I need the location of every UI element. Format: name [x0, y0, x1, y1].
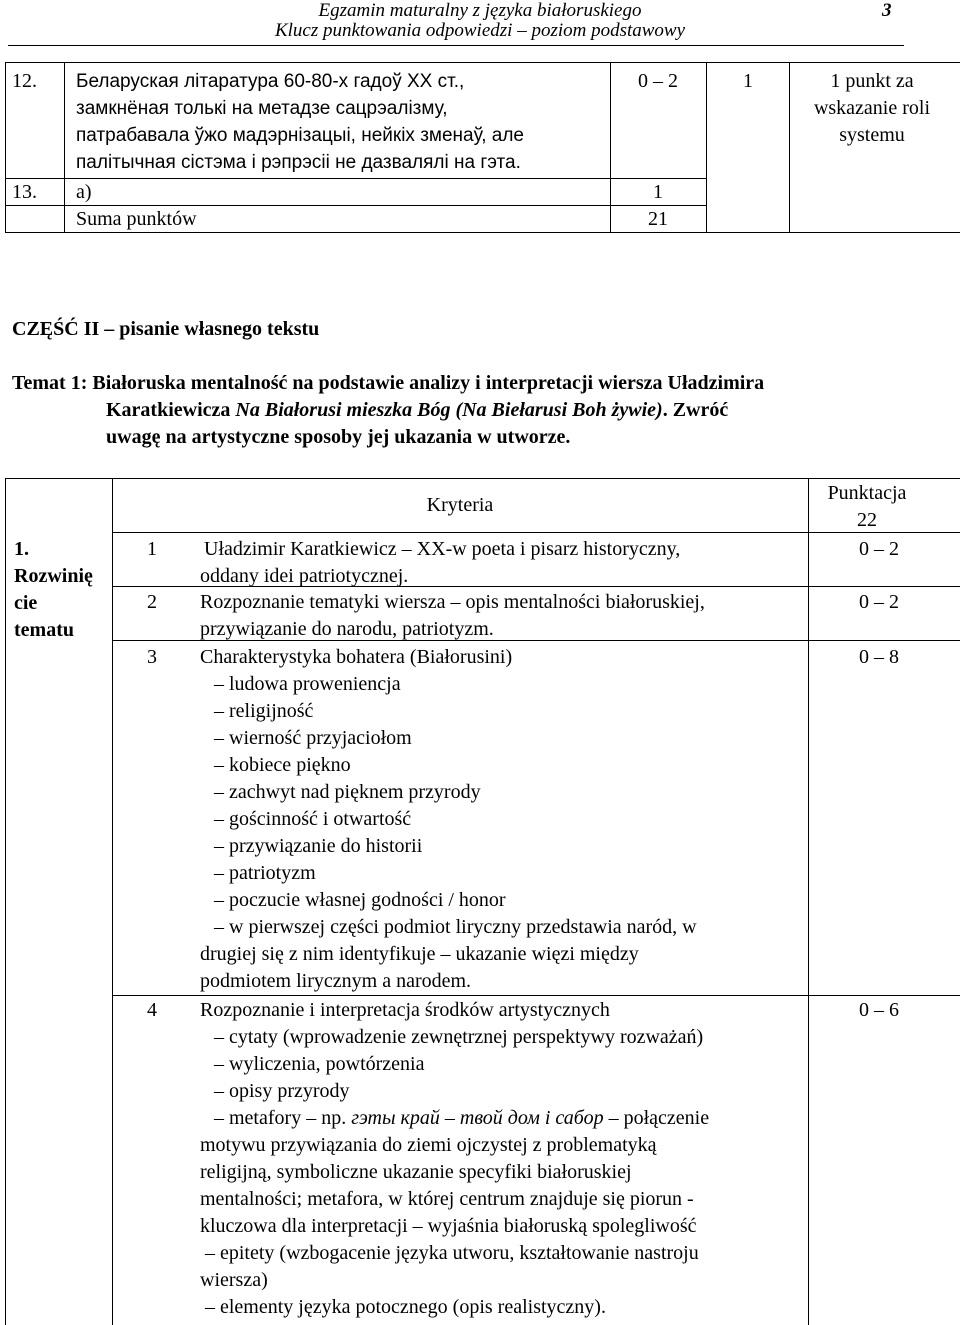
table-border [112, 478, 113, 1325]
table-border [5, 178, 706, 179]
sum-label: Suma punktów [76, 208, 197, 230]
topic-line-3: uwagę na artystyczne sposoby jej ukazania w utworze. [106, 426, 571, 448]
criterion-text: Uładzimir Karatkiewicz – XX-w poeta i pisarz historyczny, oddany idei patriotycznej. [200, 538, 681, 587]
row-number: 13. [12, 181, 37, 203]
topic-line-1: Temat 1: Białoruska mentalność na podstawie analizy i interpretacji wiersza Uładzimira [12, 372, 765, 394]
part-title: CZĘŚĆ II – pisanie własnego tekstu [12, 318, 320, 340]
criterion-number: 2 [147, 591, 157, 613]
punktacja-header: Punktacja 22 [827, 482, 907, 531]
table-border [112, 995, 960, 996]
score-points: 1 [653, 181, 663, 203]
table-border [610, 62, 611, 233]
table-border [5, 62, 960, 63]
criterion-text: Rozpoznanie i interpretacja środków artystycznych – cytaty (wprowadzenie zewnętrznej perspektywy rozważań) – wyliczenia, powtórzenia – opisy przyrody – metafory – np. гэты край – твой дом і сабор – połączenie motywu przywiązania do ziemi ojczystej z problematyką religijną, symboliczne ukazanie specyfiki białoruskiej mentalności; metafora, w której centrum znajduje się piorun - kluczowa dla interpretacji – wyjaśnia białoruską spolegliwość – epitety (wzbogacenie języka utworu, kształtowanie nastroju wiersza) – elementy języka potocznego (opis realistyczny). [200, 999, 710, 1318]
criterion-number: 1 [147, 538, 157, 560]
criterion-text: Rozpoznanie tematyki wiersza – opis mentalności białoruskiej, przywiązanie do narodu, patriotyzm. [200, 591, 705, 640]
topic-line-2: Karatkiewicza Na Białorusi mieszka Bóg (Na Biełarusi Boh żywie). Zwróć [106, 399, 729, 421]
row-label: a) [76, 181, 92, 203]
score-note: 1 punkt za wskazanie roli systemu [813, 70, 931, 146]
table-border [64, 62, 65, 233]
criterion-score: 0 – 2 [859, 591, 899, 613]
criterion-number: 3 [147, 646, 157, 668]
table-border [5, 478, 960, 479]
row-number: 12. [12, 70, 37, 92]
score-range: 0 – 2 [638, 70, 678, 92]
criterion-text: Charakterystyka bohatera (Białorusini) – ludowa proweniencja – religijność – wierność przyjaciołom – kobiece piękno – zachwyt nad pięknem przyrody – gościnność i otwartość – przywiązanie do historii – patriotyzm – poczucie własnej godności / honor – w pierwszej części podmiot liryczny przedstawia naród, w drugiej się z nim identyfikuje – ukazanie więzi między podmiotem lirycznym a narodem. [200, 646, 697, 992]
row-text: Беларуская літаратура 60-80-х гадоў ХХ ст., замкнёная толькі на метадзе сацрэалізму, патрабавала ўжо мадэрнізацыі, нейкіх зменаў, але палітычная сістэма і рэпрэсіі не дазвалялі на гэта. [76, 71, 524, 173]
table-border [5, 62, 6, 233]
table-border [789, 62, 790, 233]
table-border [706, 62, 707, 233]
criterion-number: 4 [147, 999, 157, 1021]
header-title: Egzamin maturalny z języka białoruskiego [318, 0, 642, 21]
score-points: 1 [743, 70, 753, 92]
header-subtitle: Klucz punktowania odpowiedzi – poziom podstawowy [274, 20, 686, 41]
table-border [5, 478, 6, 1325]
sum-value: 21 [648, 208, 668, 230]
criterion-score: 0 – 6 [859, 999, 899, 1021]
criterion-score: 0 – 2 [859, 538, 899, 560]
section-label: 1. Rozwinię cie tematu [14, 538, 93, 641]
page-number: 3 [882, 0, 892, 21]
kryteria-header: Kryteria [426, 494, 494, 516]
criterion-score: 0 – 8 [859, 646, 899, 668]
header-divider [8, 45, 904, 46]
